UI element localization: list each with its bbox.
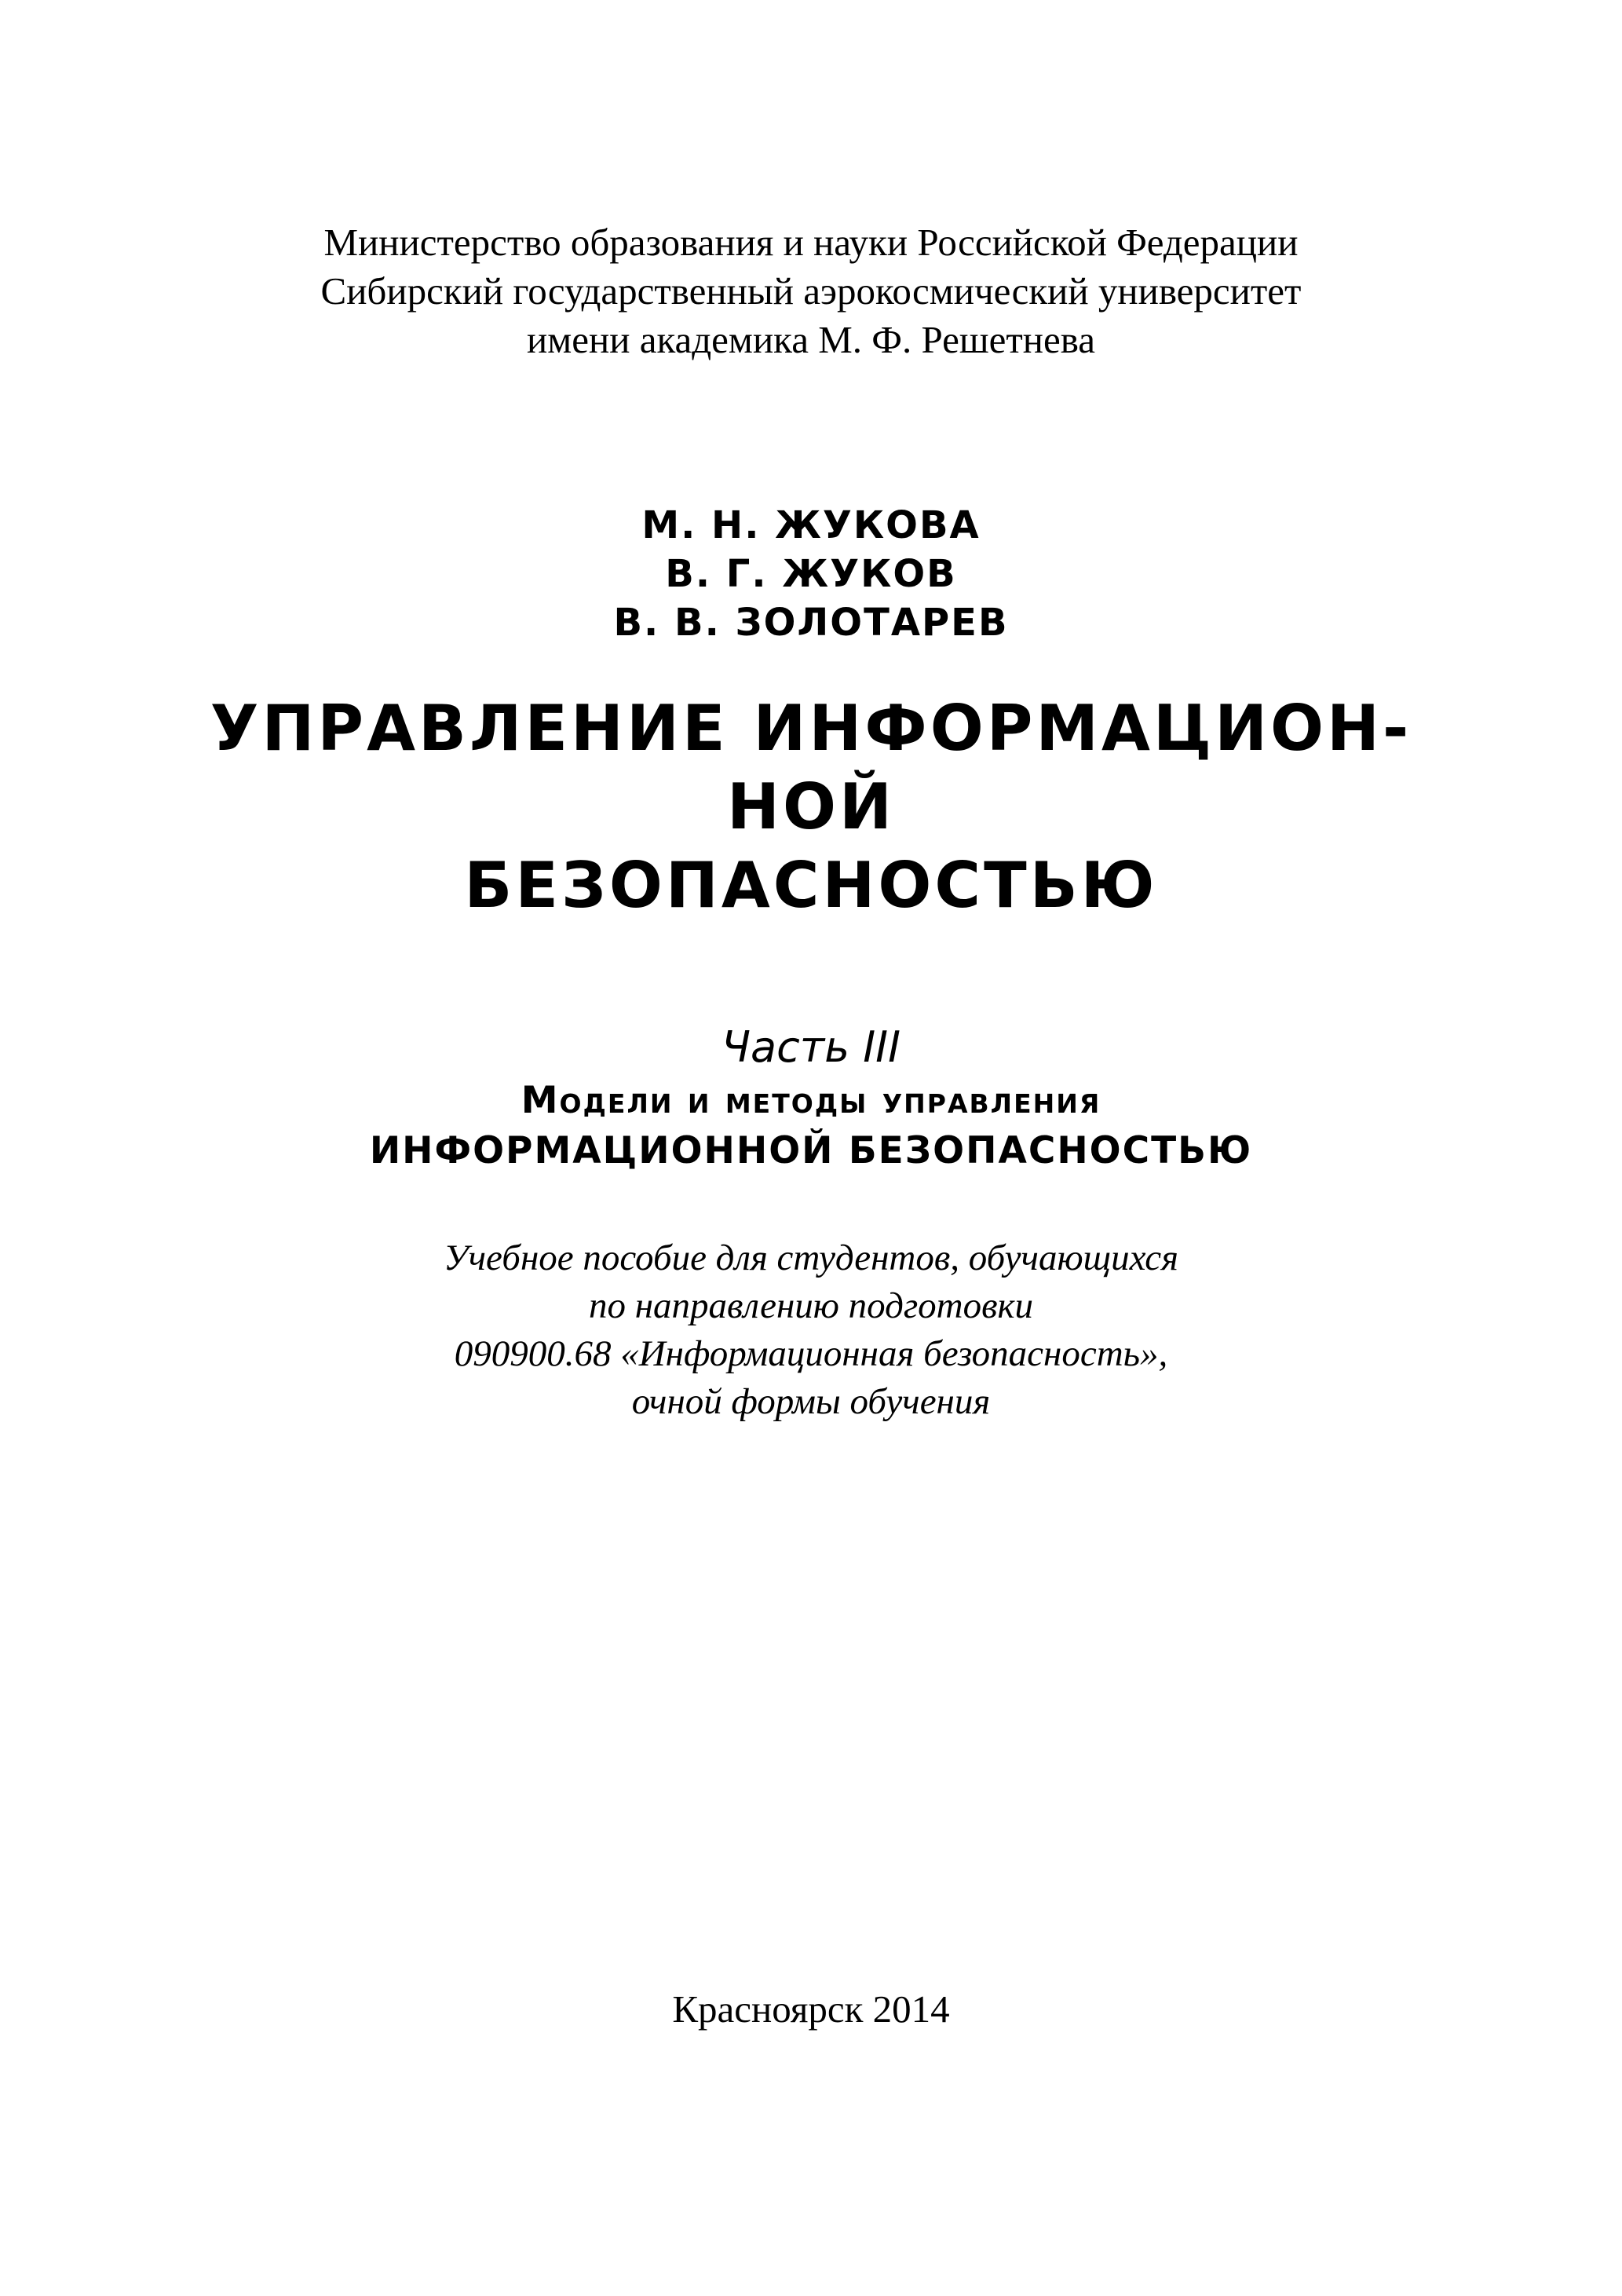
author-name: В. Г. ЖУКОВ: [665, 552, 957, 596]
book-title-line: БЕЗОПАСНОСТЬЮ: [464, 849, 1158, 922]
part-subtitle: [0, 1076, 1622, 1176]
ministry-line: Министерство образования и науки Российской Федерации: [323, 221, 1299, 264]
author-name: В. В. ЗОЛОТАРЕВ: [613, 601, 1009, 645]
book-title-line: УПРАВЛЕНИЕ ИНФОРМАЦИОН-: [210, 692, 1412, 765]
book-description: [0, 1234, 1622, 1426]
description-line: Учебное пособие для студентов, обучающихся: [444, 1238, 1178, 1278]
part-number: Часть III: [721, 1022, 901, 1072]
university-line: Сибирский государственный аэрокосмический университет: [320, 269, 1302, 313]
imprint: [0, 1985, 1622, 2034]
authors-list: [0, 501, 1622, 647]
part-subtitle-line-2: ИНФОРМАЦИОННОЙ БЕЗОПАСНОСТЬЮ: [369, 1129, 1253, 1172]
description-line: очной формы обучения: [631, 1381, 991, 1422]
book-title: [0, 689, 1622, 925]
ministry-header: [0, 218, 1622, 364]
city-year: Красноярск 2014: [672, 1987, 950, 2031]
description-line: 090900.68 «Информационная безопасность»,: [454, 1333, 1168, 1374]
university-name-line: имени академика М. Ф. Решетнева: [527, 318, 1095, 361]
author-name: М. Н. ЖУКОВА: [641, 503, 981, 547]
description-line: по направлению подготовки: [588, 1285, 1034, 1326]
part-subtitle-line-1: Модели и методы управления: [521, 1079, 1101, 1122]
part-label: [0, 1021, 1622, 1074]
book-title-line: НОЙ: [727, 770, 895, 843]
